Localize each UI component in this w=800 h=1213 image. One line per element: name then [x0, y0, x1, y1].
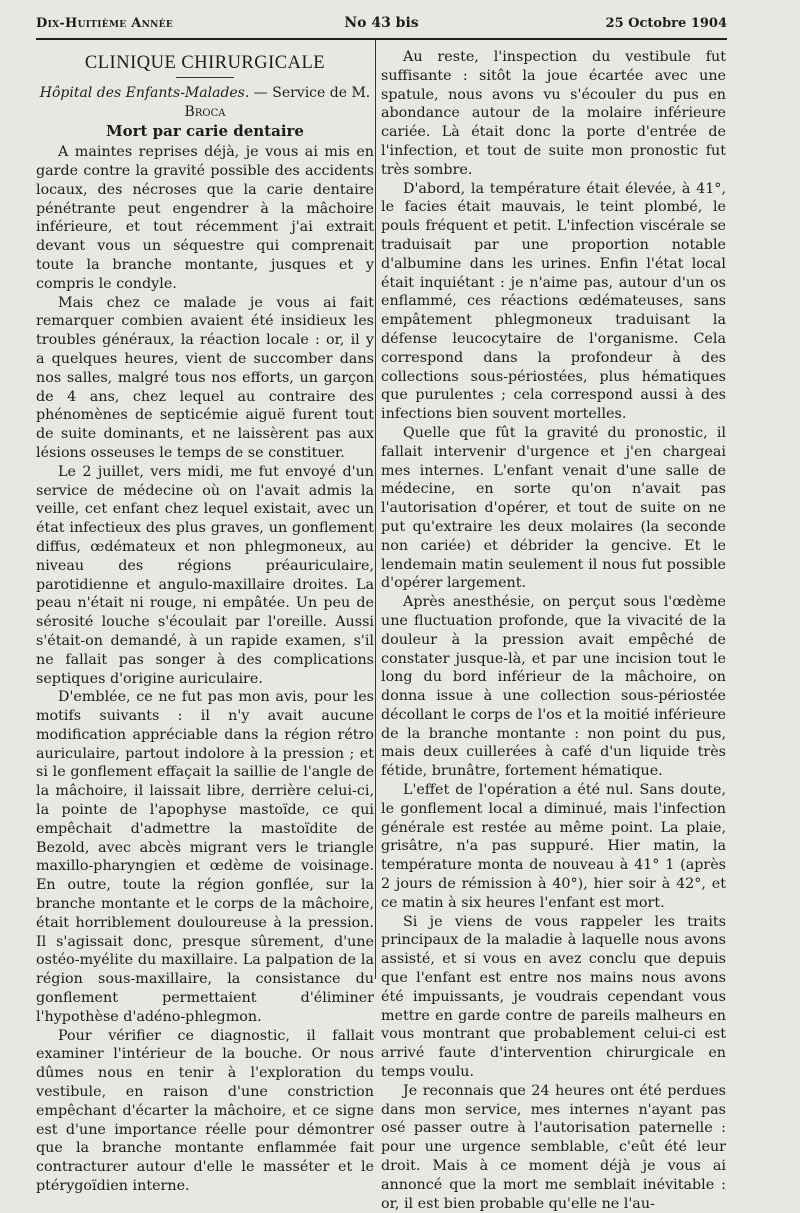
section-title: CLINIQUE CHIRURGICALE — [84, 53, 326, 73]
paragraph: Quelle que fût la gravité du pronostic, il fallait intervenir d'urgence et j'en chargeai mes internes. L'enfant venait d'une salle de médecine, en sorte qu'on n'avait pas l'autorisation d'opérer, et tout de suite on ne put qu'extraire les deux molaires (la seconde non cariée) et débrider la gencive. Et le lendemain matin seulement il nous fut possible d'opérer largement. — [381, 424, 726, 592]
paragraph: Mais chez ce malade je vous ai fait remarquer combien avaient été insidieux les troubles généraux, la réaction locale : or, il y a quelques heures, vient de succomber dans nos salles, malgré tous nos efforts, un garçon de 4 ans, chez lequel au contraire des phénomènes de septicémie aiguë furent tout de suite dominants, et ne laissèrent pas aux lésions osseuses le temps de se constituer. — [36, 294, 374, 461]
left-column — [36, 48, 374, 1196]
paragraph: Le 2 juillet, vers midi, me fut envoyé d'un service de médecine où on l'avait admis la veille, cet enfant chez lequel existait, avec un état infectieux des plus graves, un gonflement diffus, œdémateux et non phlegmoneux, au niveau des régions préauriculaire, parotidienne et angulo-maxillaire droites. La peau n'était ni rouge, ni empâtée. Un peu de sérosité louche s'écoulait par l'oreille. Aussi s'était-on demandé, à un rapide examen, s'il ne fallait pas songer à des complications septiques d'origine auriculaire. — [36, 463, 374, 687]
paragraph: Au reste, l'inspection du vestibule fut suffisante : sitôt la joue écartée avec une spatule, nous avons vu s'écouler du pus en abondance autour de la molaire inférieure cariée. Là était donc la porte d'entrée de l'infection, et tout de suite mon pronostic fut très sombre. — [381, 49, 726, 178]
right-column — [381, 48, 726, 1213]
paragraph: A maintes reprises déjà, je vous ai mis en garde contre la gravité possible des accidents locaux, des nécroses que la carie dentaire pénétrante peut engendrer à la mâchoire inférieure, et tout récemment j'ai extrait devant vous un séquestre qui comprenait toute la branche montante, jusques et y compris le condyle. — [36, 144, 374, 292]
section-title-rule — [176, 77, 234, 78]
hospital-name: Hôpital des Enfants-Malades. — [39, 84, 250, 101]
column-divider — [375, 40, 376, 979]
paragraph: L'effet de l'opération a été nul. Sans doute, le gonflement local a diminué, mais l'infection générale est restée au même point. La plaie, grisâtre, n'a pas suppuré. Hier matin, la température monta de nouveau à 41° 1 (après 2 jours de rémission à 40°), hier soir à 42°, et ce matin à six heures l'enfant est mort. — [381, 782, 726, 911]
paragraph: Je reconnais que 24 heures ont été perdues dans mon service, mes internes n'ayant pas osé passer outre à l'autorisation paternelle : pour une urgence semblable, c'eût été leur droit. Mais à ce moment déjà je vous ai annoncé que la mort me semblait inévitable : or, il est bien probable qu'elle ne l'au- — [381, 1082, 726, 1212]
paragraph: Si je viens de vous rappeler les traits principaux de la maladie à laquelle nous avons assisté, et si vous en avez conclu que depuis que l'enfant est entre nos mains nous avons été impuissants, je voudrais cependant vous mettre en garde contre de pareils malheurs en vous montrant que probablement celui-ci est arrivé faute d'intervention chirurgicale en temps voulu. — [381, 913, 726, 1081]
header-year: Dix-Huitième Année — [36, 16, 173, 31]
paragraph: Après anesthésie, on perçut sous l'œdème une fluctuation profonde, que la vivacité de la douleur à la pression avait empêché de constater jusque-là, et par une incision tout le long du bord inférieur de la mâchoire, on donna issue à une collection sous-périostée décollant le corps de l'os et la moitié inférieure de la branche montante : non point du pus, mais deux cuillerées à café d'un liquide très fétide, brunâtre, fortement hématique. — [381, 594, 726, 780]
page-header — [36, 14, 727, 36]
hospital-doctor: Broca — [184, 103, 226, 120]
header-date: 25 Octobre 1904 — [605, 16, 727, 31]
article-title: Mort par carie dentaire — [106, 122, 304, 141]
hospital-line — [36, 84, 374, 122]
header-rule — [36, 38, 727, 40]
hospital-service: — Service de M. — [253, 84, 371, 101]
paragraph: D'abord, la température était élevée, à 41°, le facies était mauvais, le teint plombé, le pouls fréquent et petit. L'infection viscérale se traduisait par une proportion notable d'albumine dans les urines. Enfin l'état local était inquiétant : je n'aime pas, autour d'un os enflammé, ces réactions œdémateuses, sans empâtement phlegmoneux traduisant la défense leucocytaire de l'organisme. Cela correspond dans la profondeur à des collections sous-périostées, plus hématiques que purulentes ; cela correspond aussi à des infections bien souvent mortelles. — [381, 180, 726, 423]
paragraph: Pour vérifier ce diagnostic, il fallait examiner l'intérieur de la bouche. Or nous dûmes nous en tenir à l'exploration du vestibule, en raison d'une constriction empêchant d'écarter la mâchoire, et ce signe est d'une importance réelle pour démontrer que la branche montante enflammée fait contracturer autour d'elle le masséter et le ptérygoïdien interne. — [36, 1027, 374, 1195]
header-issue-number: No 43 bis — [344, 15, 419, 31]
paragraph: D'emblée, ce ne fut pas mon avis, pour les motifs suivants : il n'y avait aucune modification appréciable dans la région rétro auriculaire, partout indolore à la pression ; et si le gonflement effaçait la saillie de l'angle de la mâchoire, il laissait libre, derrière celui-ci, la pointe de l'apophyse mastoïde, ce qui empêchait d'admettre la mastoïdite de Bezold, avec abcès migrant vers le triangle maxillo-pharyngien et œdème de voisinage. En outre, toute la région gonflée, sur la branche montante et le corps de la mâchoire, était horriblement douloureuse à la pression. Il s'agissait donc, presque sûrement, d'une ostéo-myélite du maxillaire. La palpation de la région sous-maxillaire, la consistance du gonflement permettaient d'éliminer l'hypothèse d'adéno-phlegmon. — [36, 689, 374, 1025]
